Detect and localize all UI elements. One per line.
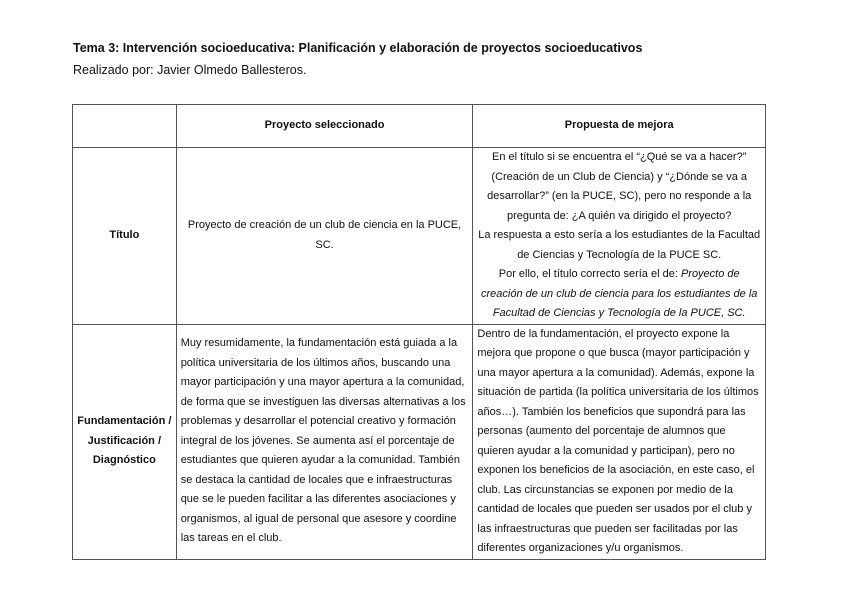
header-cell-proyecto: Proyecto seleccionado	[176, 105, 473, 148]
cell-proyecto-fundamentacion	[176, 324, 473, 559]
mejora-paragraph-1: En el título si se encuentra el “¿Qué se va a hacer?” (Creación de un Club de Ciencia) y “¿Dónde se va a desarrollar?” (en la PUCE, SC), pero no responde a la pregunta de: ¿A quién va dirigido el proyecto?	[487, 151, 752, 222]
mejora-paragraph-3	[477, 265, 761, 324]
mejora-italic-title: Proyecto de creación de un club de ciencia para los estudiantes de la Facultad de Ciencias y Tecnología de la PUCE, SC.	[480, 268, 758, 319]
row-label-fundamentacion	[73, 324, 177, 559]
cell-proyecto-titulo	[176, 148, 473, 325]
mejora-paragraph-2: La respuesta a esto sería a los estudiantes de la Facultad de Ciencias y Tecnología de la PUCE SC.	[478, 229, 761, 261]
header-cell-mejora: Propuesta de mejora	[473, 105, 766, 148]
table-row	[73, 148, 766, 325]
cell-mejora-titulo	[473, 148, 766, 325]
row-label-line: Fundamentación /	[77, 415, 172, 428]
cell-text: Dentro de la fundamentación, el proyecto expone la mejora que propone o que busca (mayor participación y una mayor apertura a la comunidad). Además, expone la situación de partida (la política universitaria de los últimos años…). También los beneficios que supondrá para las personas (aumento del porcentaje de alumnos que quieren ayudar a la comunidad y participan), pero no exponen los beneficios de la asociación, en este caso, el club. Las circunstancias se exponen por medio de la cantidad de locales que pueden ser usados por el club y las infraestructuras que pueden ser facilitadas por las diferentes organizaciones y/u organismos.	[477, 327, 759, 554]
table-header-row	[73, 105, 766, 148]
table-row	[73, 324, 766, 559]
cell-mejora-fundamentacion	[473, 324, 766, 559]
row-label-titulo: Título	[73, 148, 177, 325]
mejora-text: Por ello, el título correcto sería el de:	[498, 268, 681, 280]
cell-text: Muy resumidamente, la fundamentación está guiada a la política universitaria de los últimos años, buscando una mayor participación y una mayor apertura a la comunidad, de forma que se investiguen las diversas alternativas a los problemas y desarrollar el potencial creativo y formación integral de los jóvenes. Se aumenta así el porcentaje de estudiantes que quieren ayudar a la comunidad. También se destaca la cantidad de locales que e infraestructuras que se le pueden facilitar a las diferentes asociaciones y organismos, al igual de personal que asesore y coordine las tareas en el club.	[180, 337, 466, 545]
row-label-line: Justificación /	[87, 434, 162, 447]
row-label-line: Diagnóstico	[92, 454, 156, 467]
header-cell-empty	[73, 105, 177, 148]
document-title: Tema 3: Intervención socioeducativa: Planificación y elaboración de proyectos socioeducativos	[73, 41, 643, 55]
comparison-table	[72, 104, 766, 560]
cell-text: Proyecto de creación de un club de ciencia en la PUCE, SC.	[187, 219, 462, 251]
author-line: Realizado por: Javier Olmedo Ballesteros.	[73, 63, 307, 77]
